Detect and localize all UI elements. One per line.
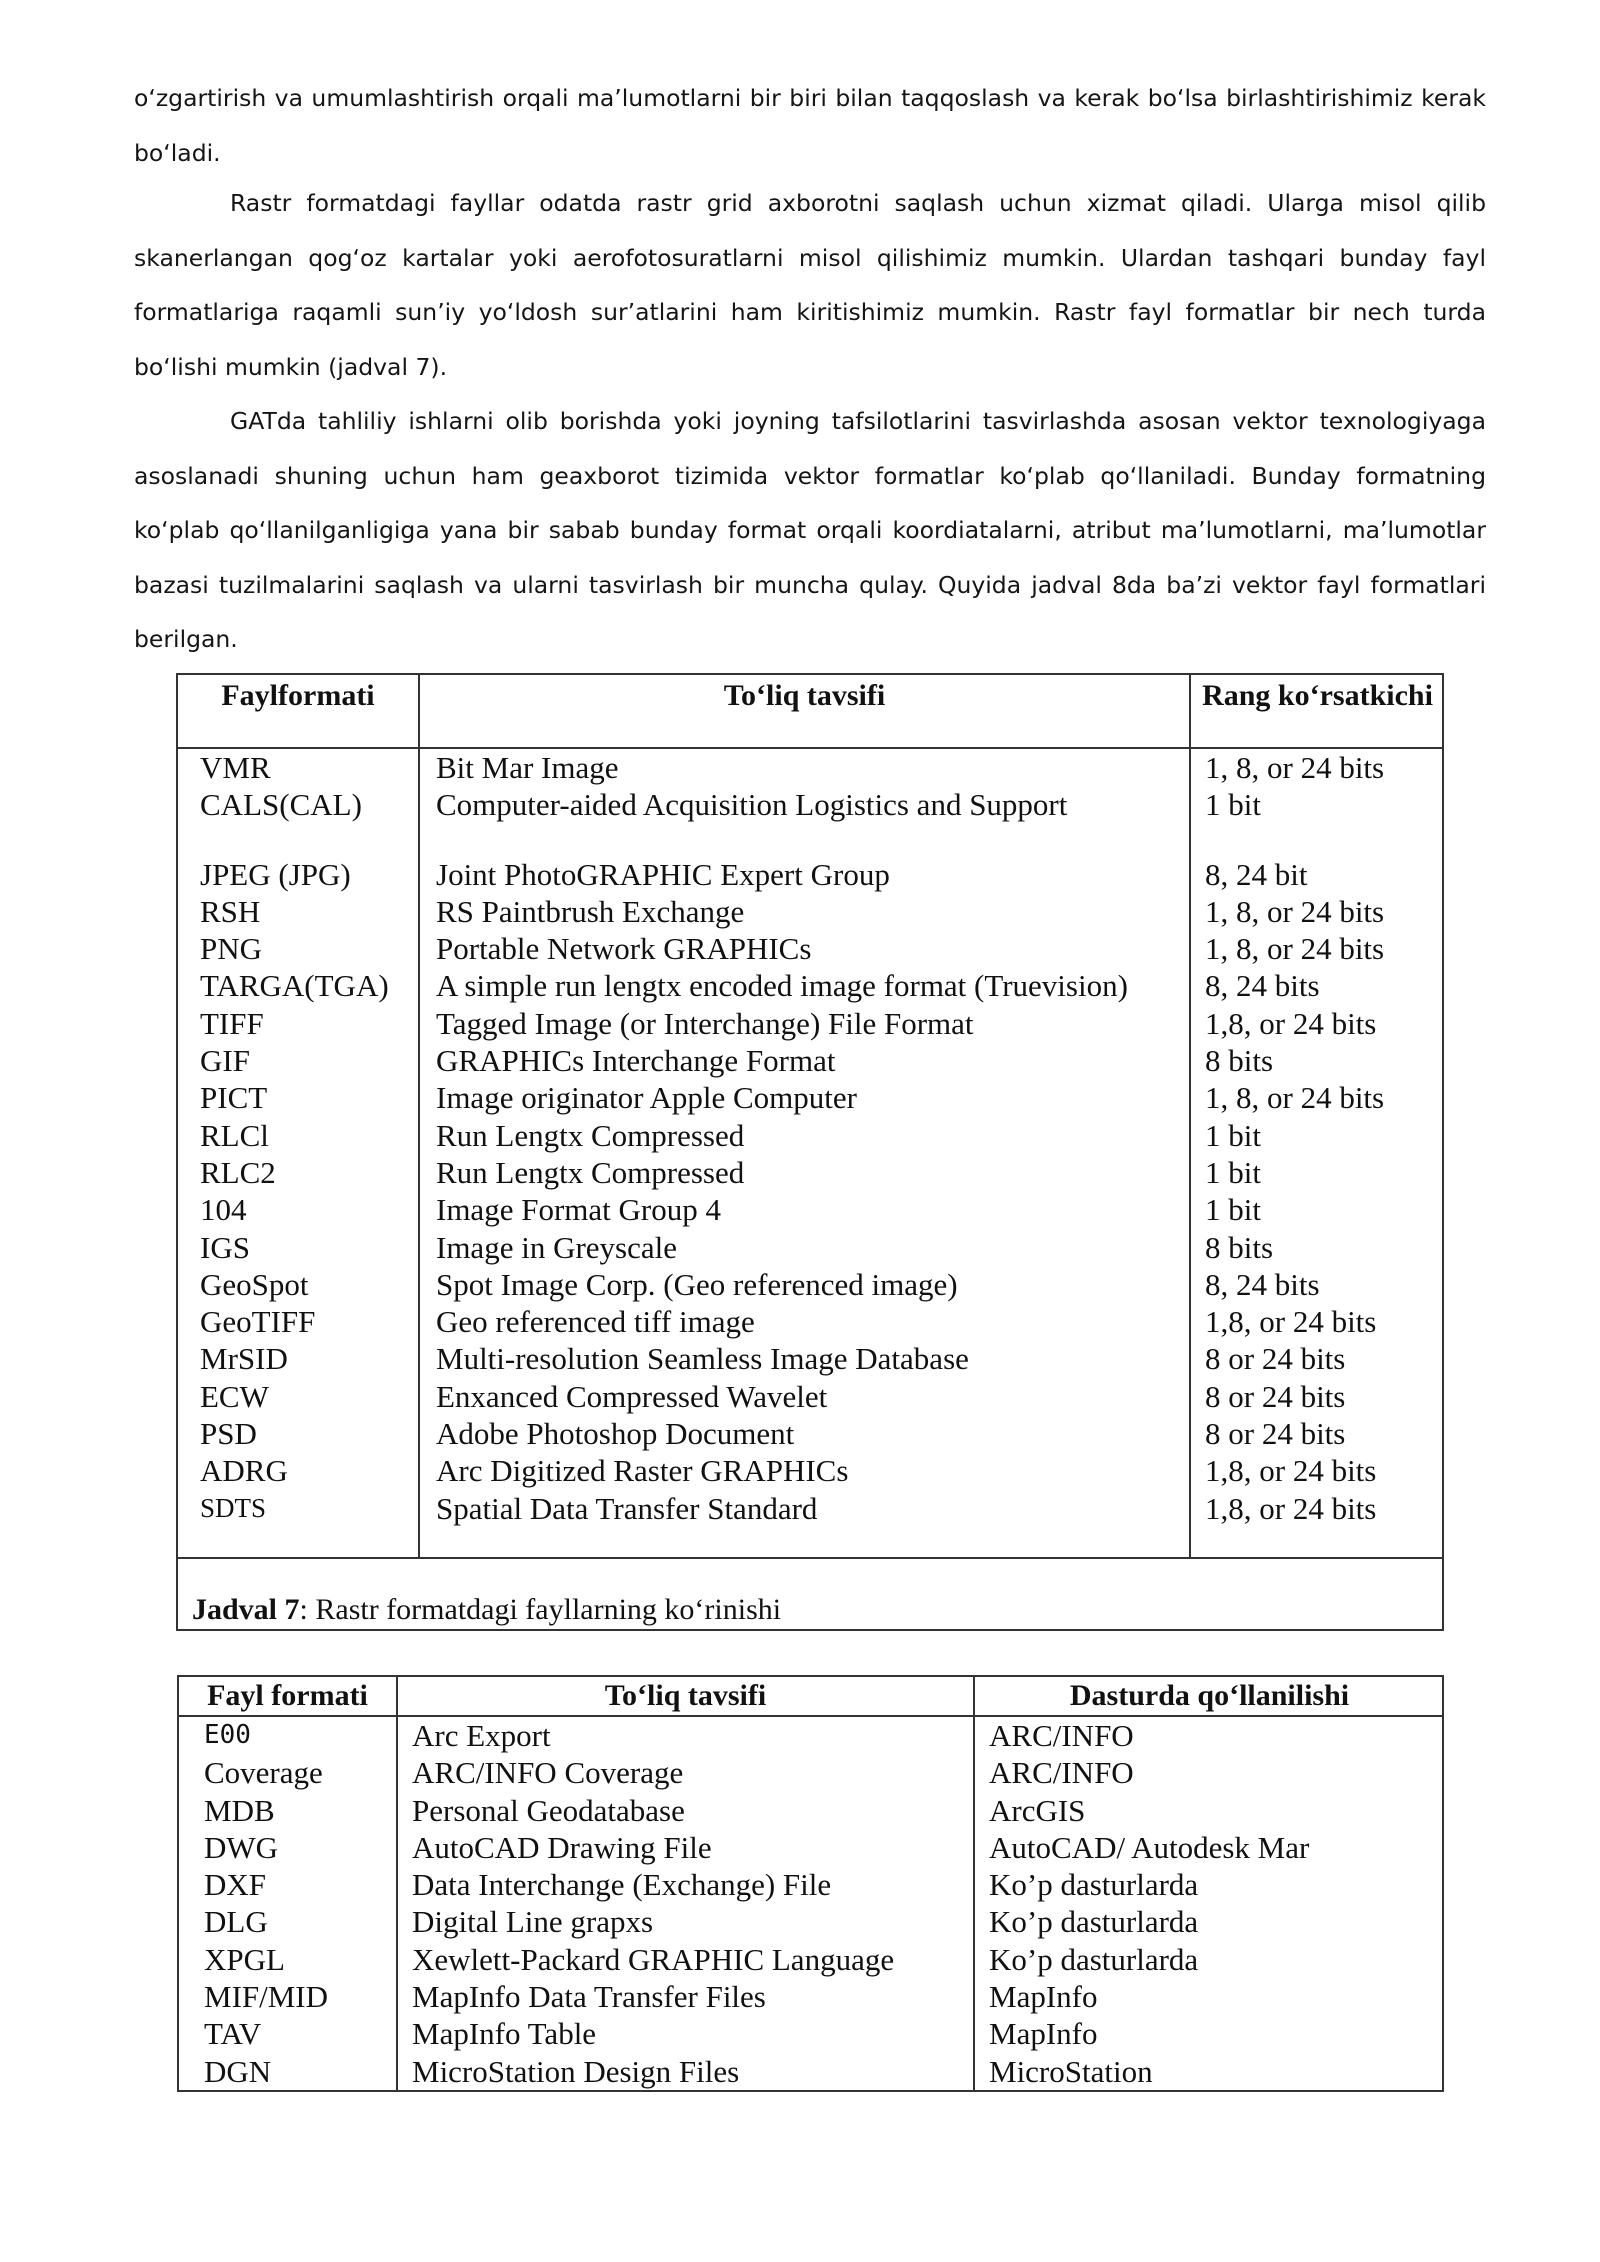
description-column bbox=[412, 1717, 894, 2090]
column-header-description: To‘liq tavsifi bbox=[604, 1679, 767, 1712]
table-cell: 1,8, or 24 bits bbox=[1205, 1453, 1377, 1489]
table-cell: ArcGIS bbox=[989, 1792, 1086, 1828]
table-cell: 8 bits bbox=[1205, 1229, 1274, 1265]
paragraph-raster: Rastr formatdagi fayllar odatda rastr grid axborotni saqlash uchun xizmat qiladi. Ularga misol qilib skanerlangan qog‘oz kartalar yoki aerofotosuratlarni misol qilishimiz mumkin. Ulardan tashqari bunday fayl formatlariga raqamli sun’iy yo‘ldosh sur’atlarini ham kiritishimiz mumkin. Rastr fayl formatlar bir nech turda bo‘lishi mumkin (jadval 7). bbox=[134, 189, 1486, 381]
table-cell: 8 or 24 bits bbox=[1205, 1341, 1346, 1377]
table-cell: 8, 24 bit bbox=[1205, 856, 1308, 892]
table-cell: MapInfo Table bbox=[412, 2016, 597, 2052]
table-divider bbox=[418, 675, 420, 1557]
table-cell: Spot Image Corp. (Geo referenced image) bbox=[436, 1266, 958, 1302]
table-divider bbox=[1189, 675, 1191, 1557]
table-cell: Enxanced Compressed Wavelet bbox=[436, 1378, 828, 1414]
table-cell: Digital Line grapxs bbox=[412, 1904, 654, 1940]
table-cell: 1 bit bbox=[1205, 1154, 1261, 1190]
column-header-format: Faylformati bbox=[221, 679, 375, 712]
table-cell: VMR bbox=[200, 750, 271, 785]
description-column bbox=[436, 749, 1128, 1527]
table-cell: 1,8, or 24 bits bbox=[1205, 1490, 1377, 1526]
caption-text: : Rastr formatdagi fayllarning ko‘rinishi bbox=[299, 1593, 782, 1626]
table-cell: DXF bbox=[204, 1867, 267, 1903]
table-cell: 1,8, or 24 bits bbox=[1205, 1304, 1377, 1340]
table-cell: Arc Digitized Raster GRAPHICs bbox=[436, 1453, 849, 1489]
table-divider bbox=[973, 1677, 975, 2090]
table-cell: RS Paintbrush Exchange bbox=[436, 893, 745, 929]
table-cell: GeoTIFF bbox=[200, 1304, 316, 1340]
table-cell: AutoCAD Drawing File bbox=[412, 1829, 712, 1865]
table-cell: Image in Greyscale bbox=[436, 1229, 677, 1265]
caption-label: Jadval 7 bbox=[192, 1593, 300, 1626]
table-cell: 1, 8, or 24 bits bbox=[1205, 893, 1385, 929]
color-depth-column bbox=[1205, 749, 1384, 1527]
table-cell: Bit Mar Image bbox=[436, 750, 619, 785]
table-cell: 8 bits bbox=[1205, 1043, 1274, 1079]
table-cell: Tagged Image (or Interchange) File Format bbox=[436, 1005, 974, 1041]
table-cell: MicroStation bbox=[989, 2053, 1153, 2089]
table-cell: DWG bbox=[204, 1829, 279, 1865]
table-cell: 1, 8, or 24 bits bbox=[1205, 931, 1385, 967]
table-cell: PSD bbox=[200, 1416, 257, 1452]
column-header-format: Fayl formati bbox=[207, 1679, 368, 1712]
table-cell: GIF bbox=[200, 1043, 250, 1079]
table-cell: ECW bbox=[200, 1378, 269, 1414]
table-cell: GRAPHICs Interchange Format bbox=[436, 1043, 836, 1079]
table-cell: 1 bit bbox=[1205, 1192, 1261, 1228]
table-cell: Multi-resolution Seamless Image Database bbox=[436, 1341, 969, 1377]
table-cell: TIFF bbox=[200, 1005, 264, 1041]
table-cell: Run Lengtx Compressed bbox=[436, 1154, 745, 1190]
table-cell: DGN bbox=[204, 2053, 272, 2089]
table-cell: JPEG (JPG) bbox=[200, 856, 351, 892]
table-cell: A simple run lengtx encoded image format (Truevision) bbox=[436, 968, 1128, 1004]
table-cell: 1, 8, or 24 bits bbox=[1205, 750, 1385, 785]
table-cell: Adobe Photoshop Document bbox=[436, 1416, 795, 1452]
table-cell: MicroStation Design Files bbox=[412, 2053, 740, 2089]
table-cell: E00 bbox=[204, 1720, 251, 1750]
table-cell: RLC2 bbox=[200, 1154, 276, 1190]
table-cell: Xewlett-Packard GRAPHIC Language bbox=[412, 1941, 895, 1977]
column-header-color: Rang ko‘rsatkichi bbox=[1202, 679, 1433, 712]
table-cell: GeoSpot bbox=[200, 1266, 309, 1302]
table-cell: AutoCAD/ Autodesk Mar bbox=[989, 1829, 1310, 1865]
table-cell: Computer-aided Acquisition Logistics and Support bbox=[436, 787, 1068, 823]
column-header-program: Dasturda qo‘llanilishi bbox=[1069, 1679, 1350, 1712]
paragraph-intro: o‘zgartirish va umumlashtirish orqali ma’lumotlarni bir biri bilan taqqoslash va kerak bo‘lsa birlashtirishimiz kerak bo‘ladi. bbox=[134, 84, 1486, 167]
table-cell: ADRG bbox=[200, 1453, 288, 1489]
table-cell: MDB bbox=[204, 1792, 275, 1828]
program-column bbox=[989, 1717, 1309, 2090]
table-cell: Arc Export bbox=[412, 1718, 551, 1753]
table-cell: MapInfo bbox=[989, 1979, 1098, 2015]
table-cell: Personal Geodatabase bbox=[412, 1792, 685, 1828]
table-cell: Ko’p dasturlarda bbox=[989, 1941, 1199, 1977]
table-cell: XPGL bbox=[204, 1941, 285, 1977]
table-cell: Portable Network GRAPHICs bbox=[436, 931, 812, 967]
table-cell: Image Format Group 4 bbox=[436, 1192, 721, 1228]
table-cell: MapInfo Data Transfer Files bbox=[412, 1979, 766, 2015]
format-column bbox=[204, 1717, 328, 2090]
table-cell: Spatial Data Transfer Standard bbox=[436, 1490, 818, 1526]
table-cell: IGS bbox=[200, 1229, 250, 1265]
table-cell: 8 or 24 bits bbox=[1205, 1378, 1346, 1414]
table-cell: ARC/INFO bbox=[989, 1755, 1134, 1791]
table-cell: Image originator Apple Computer bbox=[436, 1080, 857, 1116]
table-cell: MapInfo bbox=[989, 2016, 1098, 2052]
table-cell: Coverage bbox=[204, 1755, 323, 1791]
table-cell: TAV bbox=[204, 2016, 262, 2052]
table-cell: Ko’p dasturlarda bbox=[989, 1904, 1199, 1940]
table-cell: MrSID bbox=[200, 1341, 288, 1377]
table-cell: 8, 24 bits bbox=[1205, 968, 1320, 1004]
paragraph-vector: GATda tahliliy ishlarni olib borishda yoki joyning tafsilotlarini tasvirlashda asosan vektor texnologiyaga asoslanadi shuning uchun ham geaxborot tizimida vektor formatlar ko‘plab qo‘llaniladi. Bunday formatning ko‘plab qo‘llanilganligiga yana bir sabab bunday format orqali koordiatalarni, atribut ma’lumotlarni, ma’lumotlar bazasi tuzilmalarini saqlash va ularni tasvirlash bir muncha qulay. Quyida jadval 8da ba’zi vektor fayl formatlari berilgan. bbox=[134, 407, 1486, 653]
raster-formats-table bbox=[176, 673, 1444, 1631]
table-cell: PICT bbox=[200, 1080, 268, 1116]
table-cell: Ko’p dasturlarda bbox=[989, 1867, 1199, 1903]
table-cell: 8, 24 bits bbox=[1205, 1266, 1320, 1302]
table-cell: RLCl bbox=[200, 1117, 269, 1153]
table-divider bbox=[178, 1557, 1442, 1559]
table-cell: 104 bbox=[200, 1192, 247, 1228]
table-cell: SDTS bbox=[200, 1492, 267, 1523]
table-cell: Geo referenced tiff image bbox=[436, 1304, 755, 1340]
table-cell: DLG bbox=[204, 1904, 268, 1940]
table-cell: 1 bit bbox=[1205, 1117, 1261, 1153]
column-header-description: To‘liq tavsifi bbox=[723, 679, 886, 712]
table-cell: 8 or 24 bits bbox=[1205, 1416, 1346, 1452]
table-cell: 1 bit bbox=[1205, 787, 1261, 823]
table-cell: CALS(CAL) bbox=[200, 787, 362, 823]
table-divider bbox=[396, 1677, 398, 2090]
table-cell: ARC/INFO bbox=[989, 1718, 1134, 1753]
table-cell: TARGA(TGA) bbox=[200, 968, 389, 1004]
table-cell: MIF/MID bbox=[204, 1979, 329, 2015]
table-cell: 1, 8, or 24 bits bbox=[1205, 1080, 1385, 1116]
table-cell: RSH bbox=[200, 893, 261, 929]
table-cell: PNG bbox=[200, 931, 263, 967]
table-cell: 1,8, or 24 bits bbox=[1205, 1005, 1377, 1041]
vector-formats-table bbox=[177, 1675, 1444, 2092]
table-cell: ARC/INFO Coverage bbox=[412, 1755, 684, 1791]
table-cell: Run Lengtx Compressed bbox=[436, 1117, 745, 1153]
table-cell: Data Interchange (Exchange) File bbox=[412, 1867, 832, 1903]
table-caption bbox=[192, 1591, 781, 1629]
table-cell: Joint PhotoGRAPHIC Expert Group bbox=[436, 856, 890, 892]
format-column bbox=[200, 749, 389, 1527]
